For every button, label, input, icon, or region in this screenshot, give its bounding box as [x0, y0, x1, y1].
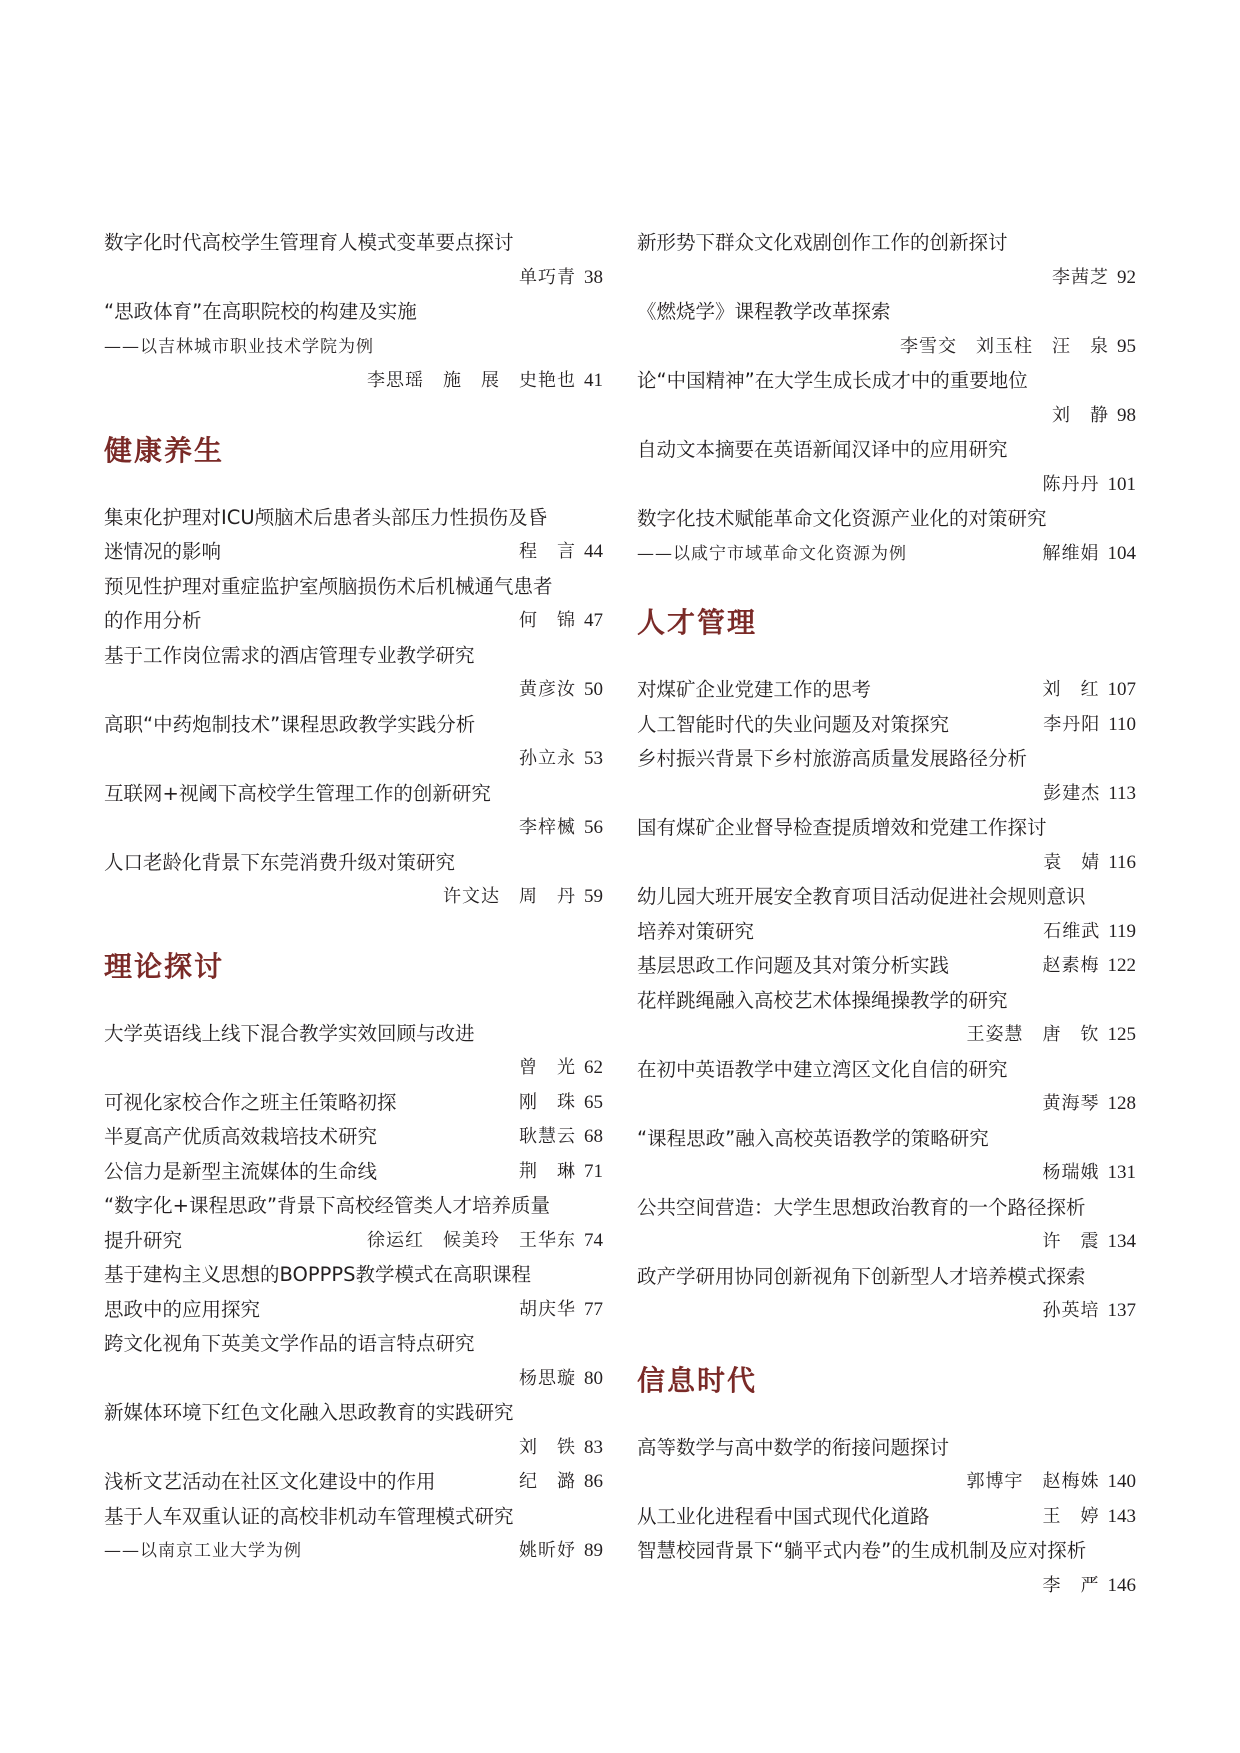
entry-title: 国有煤矿企业督导检查提质增效和党建工作探讨	[637, 816, 1047, 839]
entry-page: 134	[1107, 1231, 1136, 1252]
entry-page: 110	[1108, 713, 1136, 735]
section-heading-theory: 理论探讨	[104, 949, 225, 983]
entry-page: 137	[1107, 1300, 1136, 1321]
toc-entry[interactable]	[637, 1053, 1136, 1122]
entry-title: 可视化家校合作之班主任策略初探	[104, 1090, 397, 1114]
entry-title: 公信力是新型主流媒体的生命线	[104, 1159, 378, 1183]
entry-subtitle: ——以咸宁市域革命文化资源为例	[637, 543, 907, 564]
entry-authors: 荆 琳	[519, 1160, 576, 1182]
entry-page: 116	[1108, 851, 1136, 873]
entry-title-cont: 的作用分析	[104, 609, 202, 632]
toc-entry[interactable]	[104, 1155, 603, 1190]
entry-authors: 王 婷	[1042, 1505, 1100, 1527]
entry-subtitle: ——以吉林城市职业技术学院为例	[104, 336, 374, 357]
entry-authors: 解维娟	[1042, 542, 1100, 564]
entry-authors: 刘 静	[1052, 404, 1109, 426]
toc-entry[interactable]	[104, 1120, 603, 1155]
entry-authors: 徐运红 候美玲 王华东	[367, 1229, 576, 1251]
entry-page: 68	[584, 1126, 603, 1147]
entry-title: 半夏高产优质高效栽培技术研究	[104, 1125, 378, 1148]
entry-authors: 程 言	[519, 541, 576, 562]
toc-entry[interactable]	[637, 1431, 1136, 1500]
entry-title: 基于人车双重认证的高校非机动车管理模式研究	[104, 1504, 514, 1528]
entry-authors: 纪 潞	[519, 1471, 576, 1492]
entry-page: 56	[584, 817, 603, 838]
entry-page: 38	[584, 266, 603, 288]
entry-authors: 李丹阳	[1043, 713, 1101, 735]
entry-title: 基于工作岗位需求的酒店管理专业教学研究	[104, 643, 475, 667]
toc-entry[interactable]	[637, 1260, 1136, 1329]
entry-page: 89	[584, 1540, 603, 1561]
entry-page: 95	[1117, 335, 1136, 357]
entry-authors: 郭博宇 赵梅姝	[966, 1471, 1100, 1492]
toc-entry[interactable]	[104, 1327, 603, 1396]
entry-page: 50	[584, 679, 603, 700]
toc-entry[interactable]	[104, 1189, 603, 1258]
entry-page: 86	[584, 1471, 603, 1492]
entry-title: 公共空间营造：大学生思想政治教育的一个路径探析	[637, 1195, 1086, 1219]
entry-page: 53	[584, 748, 603, 769]
entry-title: 数字化技术赋能革命文化资源产业化的对策研究	[637, 507, 1047, 530]
entry-authors: 许 震	[1042, 1231, 1100, 1252]
entry-title: 互联网+视阈下高校学生管理工作的创新研究	[104, 781, 491, 805]
entry-title: 自动文本摘要在英语新闻汉译中的应用研究	[637, 438, 1008, 461]
entry-authors: 李梓楲	[519, 817, 576, 838]
toc-entry[interactable]	[637, 880, 1136, 949]
section-heading-health: 健康养生	[104, 433, 225, 467]
entry-page: 125	[1107, 1024, 1136, 1045]
entry-title: 集束化护理对ICU颅脑术后患者头部压力性损伤及昏	[104, 505, 548, 529]
entry-page: 122	[1107, 955, 1136, 976]
entry-title: 新形势下群众文化戏剧创作工作的创新探讨	[637, 231, 1008, 254]
entry-title: 在初中英语教学中建立湾区文化自信的研究	[637, 1057, 1008, 1081]
entry-title: 跨文化视角下英美文学作品的语言特点研究	[104, 1332, 475, 1355]
toc-entry[interactable]	[104, 1258, 603, 1327]
entry-page: 128	[1107, 1093, 1136, 1114]
section-heading-info: 信息时代	[637, 1363, 758, 1397]
entry-page: 98	[1117, 404, 1136, 426]
entry-page: 131	[1107, 1162, 1136, 1183]
entry-page: 77	[584, 1298, 603, 1320]
toc-entry[interactable]	[637, 811, 1136, 880]
toc-entry[interactable]	[637, 1122, 1136, 1191]
entry-page: 113	[1108, 782, 1136, 804]
entry-page: 143	[1107, 1505, 1136, 1527]
toc-entry[interactable]	[637, 295, 1136, 364]
entry-title: 浅析文艺活动在社区文化建设中的作用	[104, 1470, 436, 1493]
entry-page: 62	[584, 1057, 603, 1078]
entry-title: 智慧校园背景下“躺平式内卷”的生成机制及应对探析	[637, 1539, 1087, 1562]
entry-title: 论“中国精神”在大学生成长成才中的重要地位	[637, 369, 1028, 392]
entry-authors: 杨瑞娥	[1042, 1162, 1100, 1183]
entry-title: 新媒体环境下红色文化融入思政教育的实践研究	[104, 1401, 514, 1424]
entry-authors: 石维武	[1043, 920, 1101, 942]
entry-title: 对煤矿企业党建工作的思考	[637, 678, 872, 701]
entry-authors: 孙立永	[519, 748, 576, 769]
entry-title: 《燃烧学》课程教学改革探索	[637, 300, 891, 323]
entry-title: 人工智能时代的失业问题及对策探究	[637, 712, 950, 736]
entry-page: 74	[584, 1229, 603, 1251]
toc-entry[interactable]	[104, 708, 603, 777]
entry-title: 从工业化进程看中国式现代化道路	[637, 1504, 930, 1528]
entry-title: 基于建构主义思想的BOPPPS教学模式在高职课程	[104, 1263, 532, 1286]
entry-title-cont: 迷情况的影响	[104, 540, 222, 563]
toc-entry[interactable]	[104, 501, 603, 570]
entry-authors: 许文达 周 丹	[443, 886, 576, 907]
entry-title: 人口老龄化背景下东莞消费升级对策研究	[104, 850, 456, 874]
entry-authors: 孙英培	[1042, 1300, 1100, 1321]
entry-page: 59	[584, 886, 603, 907]
entry-title: 数字化时代高校学生管理育人模式变革要点探讨	[104, 231, 514, 254]
entry-page: 146	[1107, 1574, 1136, 1596]
toc-entry[interactable]	[104, 570, 603, 639]
toc-right-column	[637, 226, 1136, 1603]
entry-authors: 曾 光	[519, 1057, 576, 1078]
toc-entry[interactable]	[104, 639, 603, 708]
toc-entry[interactable]	[637, 984, 1136, 1053]
toc-entry[interactable]	[637, 1534, 1136, 1603]
entry-authors: 单巧青	[519, 266, 576, 288]
toc-entry[interactable]	[104, 226, 603, 295]
entry-title: 高等数学与高中数学的衔接问题探讨	[637, 1435, 950, 1459]
toc-entry[interactable]	[637, 226, 1136, 295]
entry-title: 幼儿园大班开展安全教育项目活动促进社会规则意识	[637, 885, 1086, 908]
entry-title-cont: 培养对策研究	[637, 919, 755, 943]
entry-page: 83	[584, 1436, 603, 1458]
toc-entry[interactable]	[104, 777, 603, 846]
entry-authors: 李茜芝	[1052, 266, 1109, 288]
entry-page: 44	[584, 541, 603, 562]
entry-page: 119	[1108, 920, 1136, 942]
toc-entry[interactable]	[637, 742, 1136, 811]
entry-authors: 何 锦	[519, 610, 576, 631]
toc-entry[interactable]	[104, 295, 603, 399]
toc-entry[interactable]	[637, 502, 1136, 571]
toc-entry[interactable]	[104, 1500, 603, 1569]
entry-authors: 黄海琴	[1042, 1093, 1100, 1114]
entry-title-cont: 提升研究	[104, 1228, 183, 1252]
entry-title: “数字化+课程思政”背景下高校经管类人才培养质量	[104, 1194, 551, 1217]
entry-page: 92	[1117, 266, 1136, 288]
entry-authors: 耿慧云	[519, 1126, 576, 1147]
toc-left-column	[104, 226, 603, 1569]
entry-authors: 刚 珠	[519, 1091, 576, 1113]
entry-title-cont: 思政中的应用探究	[104, 1297, 261, 1321]
entry-page: 71	[584, 1160, 603, 1182]
entry-page: 65	[584, 1091, 603, 1113]
toc-entry[interactable]	[637, 1191, 1136, 1260]
toc-entry[interactable]	[637, 708, 1136, 743]
entry-authors: 刘 铁	[519, 1436, 576, 1458]
entry-subtitle: ——以南京工业大学为例	[104, 1541, 302, 1561]
entry-authors: 袁 婧	[1043, 851, 1101, 873]
entry-title: 大学英语线上线下混合教学实效回顾与改进	[104, 1021, 475, 1045]
toc-entry[interactable]	[104, 1086, 603, 1121]
entry-authors: 王姿慧 唐 钦	[966, 1024, 1100, 1045]
toc-entry[interactable]	[637, 673, 1136, 708]
entry-title: 高职“中药炮制技术”课程思政教学实践分析	[104, 712, 476, 736]
entry-title: 预见性护理对重症监护室颅脑损伤术后机械通气患者	[104, 574, 553, 598]
toc-entry[interactable]	[104, 1396, 603, 1465]
entry-page: 107	[1107, 679, 1136, 700]
entry-page: 47	[584, 610, 603, 631]
entry-authors: 胡庆华	[519, 1298, 576, 1320]
entry-authors: 李思瑶 施 展 史艳也	[367, 370, 576, 391]
entry-title: 乡村振兴背景下乡村旅游高质量发展路径分析	[637, 747, 1028, 770]
toc-entry[interactable]	[104, 1017, 603, 1086]
section-heading-talent: 人才管理	[637, 606, 758, 639]
toc-entry[interactable]	[637, 364, 1136, 433]
entry-authors: 杨思璇	[519, 1367, 576, 1389]
toc-entry[interactable]	[637, 1500, 1136, 1535]
entry-title: “思政体育”在高职院校的构建及实施	[104, 300, 417, 323]
entry-page: 101	[1107, 473, 1136, 495]
entry-authors: 黄彦汝	[519, 679, 576, 700]
entry-authors: 李雪交 刘玉柱 汪 泉	[900, 335, 1109, 357]
toc-entry[interactable]	[637, 433, 1136, 502]
entry-page: 104	[1107, 542, 1136, 564]
entry-title: 政产学研用协同创新视角下创新型人才培养模式探索	[637, 1264, 1086, 1288]
entry-authors: 姚昕妤	[519, 1540, 576, 1561]
entry-title: 花样跳绳融入高校艺术体操绳操教学的研究	[637, 988, 1008, 1012]
toc-entry[interactable]	[637, 949, 1136, 984]
entry-title: “课程思政”融入高校英语教学的策略研究	[637, 1126, 989, 1150]
entry-page: 41	[584, 370, 603, 391]
entry-authors: 李 严	[1042, 1574, 1100, 1596]
entry-authors: 彭建杰	[1043, 782, 1101, 804]
entry-authors: 陈丹丹	[1042, 473, 1100, 495]
entry-authors: 刘 红	[1042, 679, 1100, 700]
toc-entry[interactable]	[104, 846, 603, 915]
entry-page: 140	[1107, 1471, 1136, 1492]
entry-authors: 赵素梅	[1042, 955, 1100, 976]
entry-page: 80	[584, 1367, 603, 1389]
entry-title: 基层思政工作问题及其对策分析实践	[637, 954, 950, 977]
toc-entry[interactable]	[104, 1465, 603, 1500]
